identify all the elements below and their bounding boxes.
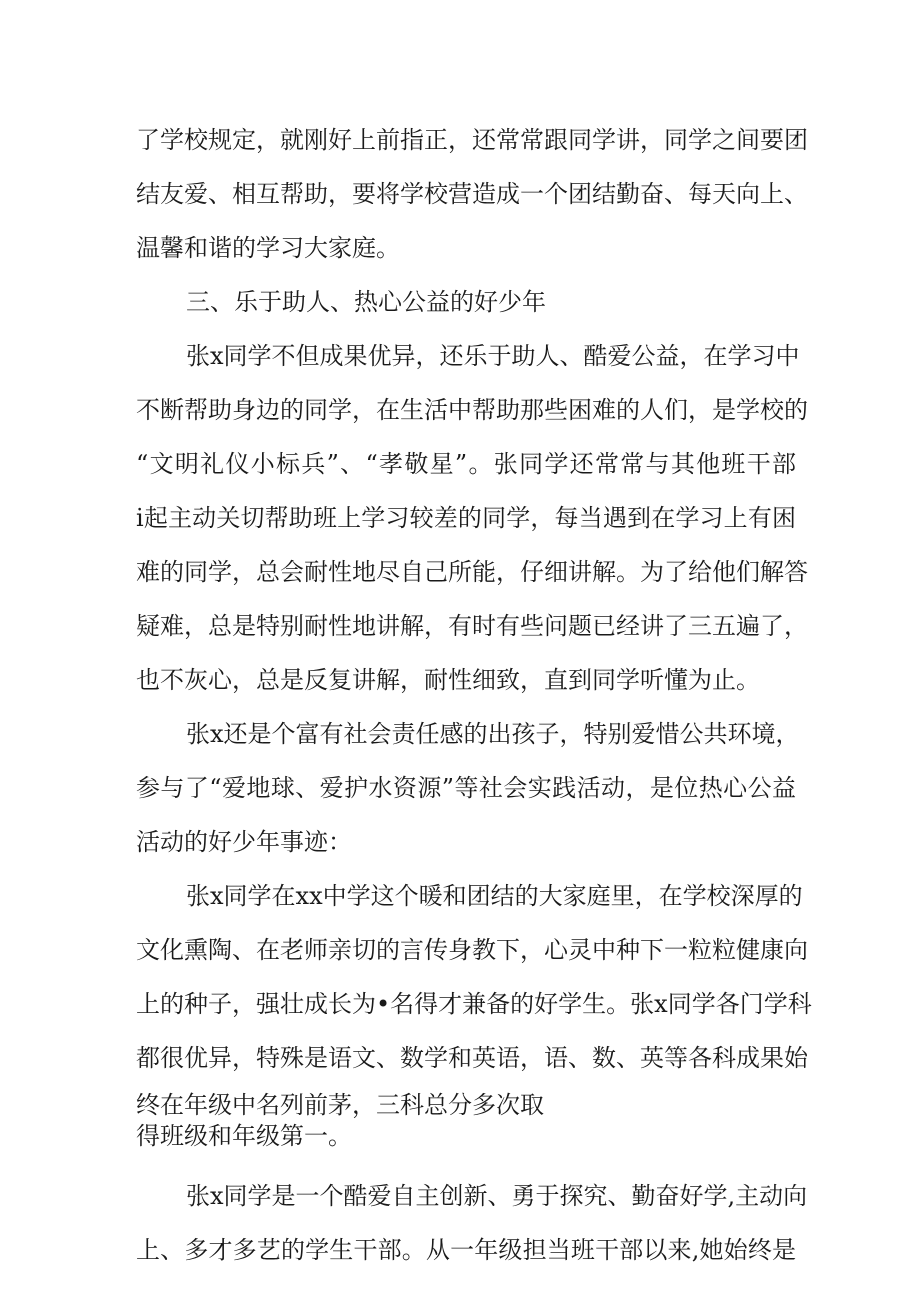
text-line: 也不灰心，总是反复讲解，耐性细致，直到同学听懂为止。 (136, 666, 760, 694)
text-line: 结友爱、相互帮助，要将学校营造成一个团结勤奋、每天向上、 (136, 180, 808, 208)
text-line: 张x还是个富有社会责任感的出孩子，特别爱惜公共环境， (186, 720, 800, 748)
text-line: 张x同学不但成果优异，还乐于助人、酷爱公益，在学习中 (186, 342, 800, 370)
text-line: 张x同学在xx中学这个暖和团结的大家庭里，在学校深厚的 (186, 882, 803, 910)
text-line: 疑难，总是特别耐性地讲解，有时有些问题已经讲了三五遍了， (136, 612, 808, 640)
text-line: 难的同学，总会耐性地尽自己所能，仔细讲解。为了给他们解答 (136, 558, 808, 586)
text-line: 都很优异，特殊是语文、数学和英语，语、数、英等各科成果始 (136, 1044, 808, 1072)
text-line: “文明礼仪小标兵”、“孝敬星”。张同学还常常与其他班干部 (136, 450, 796, 478)
text-line: 参与了“爱地球、爱护水资源”等社会实践活动，是位热心公益 (136, 774, 796, 802)
text-line: 得班级和年级第一。 (136, 1122, 352, 1150)
text-line: 不断帮助身边的同学，在生活中帮助那些困难的人们，是学校的 (136, 396, 808, 424)
text-line: 上、多才多艺的学生干部。从一年级担当班干部以来,她始终是 (136, 1236, 796, 1264)
text-line: 上的种子，强壮成长为•名得才兼备的好学生。张x同学各门学科 (136, 990, 812, 1018)
text-line: 温馨和谐的学习大家庭。 (136, 234, 400, 262)
text-line: 活动的好少年事迹： (136, 828, 352, 856)
text-line: i起主动关切帮助班上学习较差的同学，每当遇到在学习上有困 (136, 504, 796, 532)
text-line: 文化熏陶、在老师亲切的言传身教下，心灵中种下一粒粒健康向 (136, 936, 808, 964)
section-heading: 三、乐于助人、热心公益的好少年 (186, 288, 546, 316)
text-line: 了学校规定，就刚好上前指正，还常常跟同学讲，同学之间要团 (136, 126, 808, 154)
text-line: 终在年级中名列前茅，三科总分多次取 (136, 1091, 544, 1119)
text-line: 张x同学是一个酷爱自主创新、勇于探究、勤奋好学,主动向 (186, 1182, 808, 1210)
body-text (136, 113, 812, 1277)
